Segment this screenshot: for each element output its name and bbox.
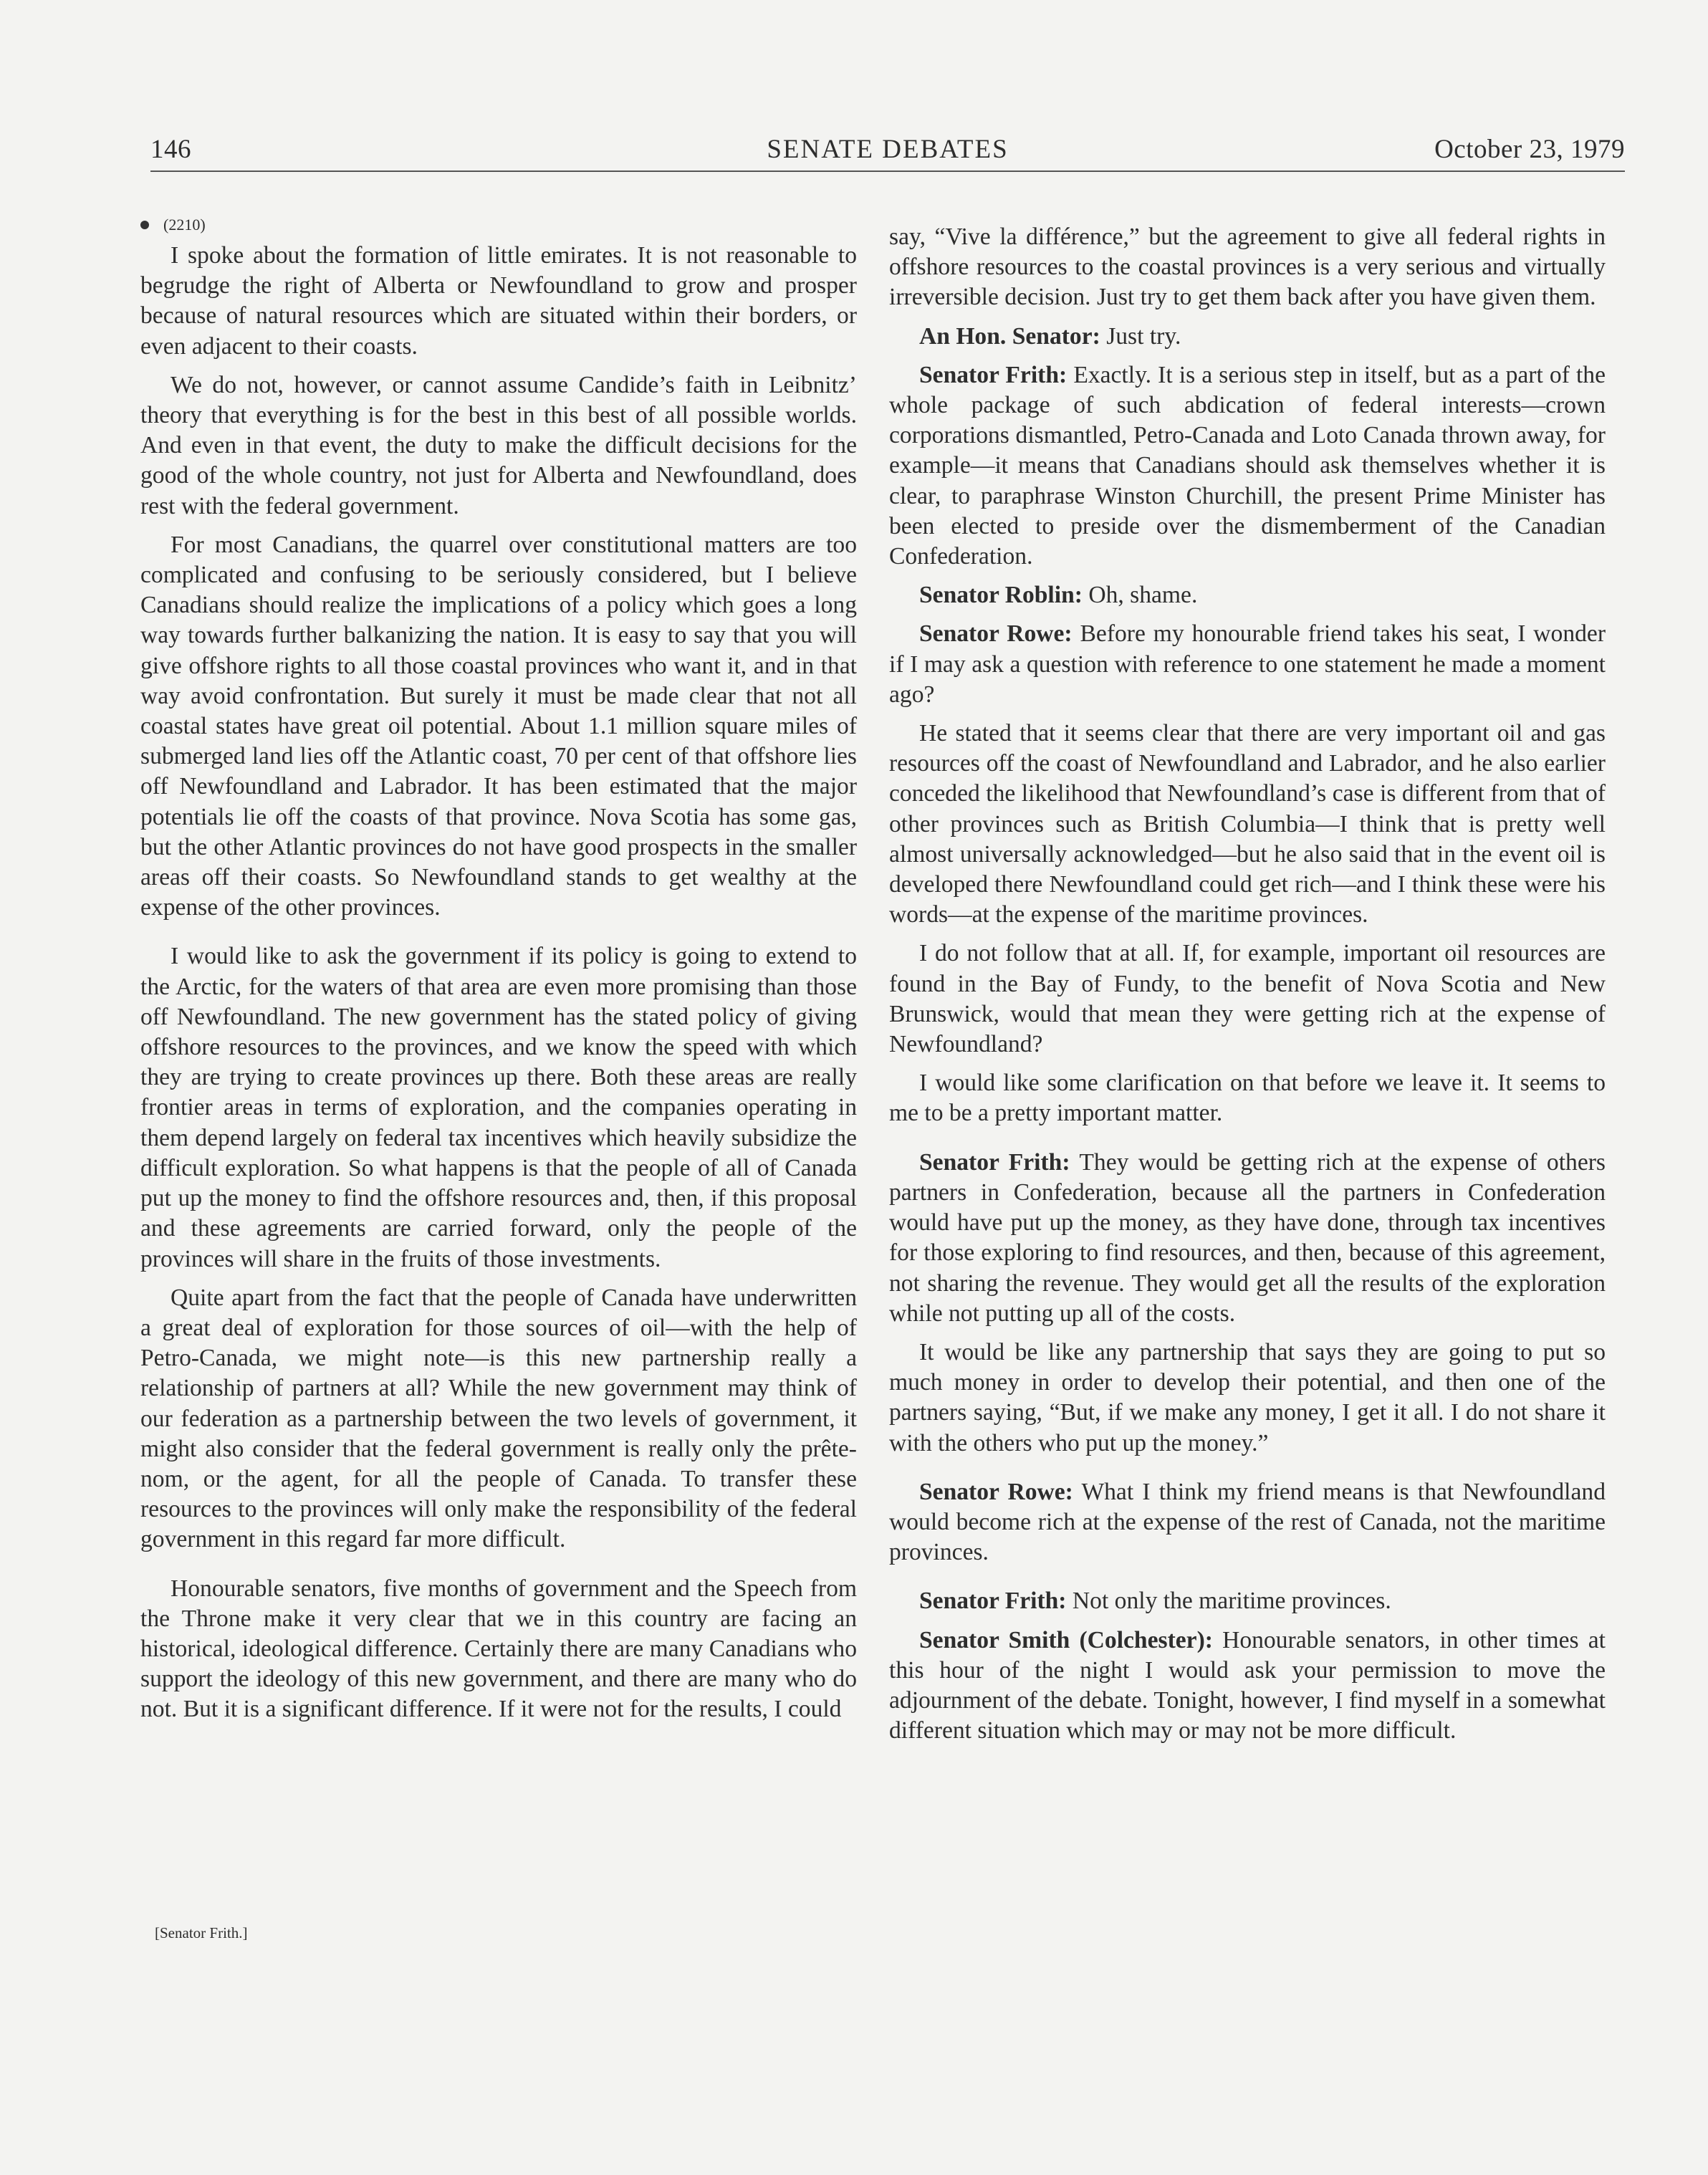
right-column	[889, 222, 1606, 1754]
paragraph	[889, 1068, 1606, 1128]
speech-text: He stated that it seems clear that there are very important oil and gas resources off the coast of Newfoundland and Labrador, and he also earlier conceded the likelihood that Newfoundland’s case is different from that of other provinces such as British Columbia—I think that is pretty well almost universally acknowledged—but he also said that in the event oil is developed there Newfoundland could get rich—and I think these were his words—at the expense of the maritime provinces.	[889, 720, 1606, 928]
paragraph: I spoke about the formation of little emirates. It is not reasonable to begrudge the right of Alberta or Newfoundland to grow and prosper because of natural resources which are situated within their borders, or even adjacent to their coasts.	[140, 242, 857, 360]
paragraph	[889, 719, 1606, 930]
paragraph	[889, 1586, 1606, 1616]
paragraph	[889, 1148, 1606, 1329]
speech-text: They would be getting rich at the expense of others partners in Confederation, because all the partners in Confederation would have put up the money, as they have done, through tax incentives for those exploring to find resources, and then, because of this agreement, not sharing the revenue. They would get all the results of the exploration while not putting up all of the costs.	[889, 1148, 1606, 1327]
publication-title: SENATE DEBATES	[767, 135, 1009, 164]
speaker-name: Senator Rowe:	[919, 1478, 1073, 1505]
speech-text: Before my honourable friend takes his seat, I wonder if I may ask a question with reference to one statement he made a moment ago?	[889, 620, 1606, 708]
issue-date: October 23, 1979	[1434, 135, 1625, 164]
speaker-name: Senator Roblin:	[919, 582, 1083, 609]
paragraph	[889, 360, 1606, 572]
paragraph: I would like to ask the government if its policy is going to extend to the Arctic, for the waters of that area are even more promising than those off Newfoundland. The new government has the stated policy of giving offshore resources to the provinces, and we know the speed with which they are trying to create provinces up there. Both these areas are really frontier areas in terms of exploration, and the companies operating in them depend largely on federal tax incentives which heavily subsidize the difficult exploration. So what happens is that the people of all of Canada put up the money to find the offshore resources and, then, if this proposal and these agreements are carried forward, only the people of the provinces will share in the fruits of those investments.	[140, 943, 857, 1272]
speaker-name: An Hon. Senator:	[919, 322, 1100, 350]
speaker-name: Senator Frith:	[919, 1148, 1070, 1176]
time-marker	[140, 209, 857, 241]
paragraph	[889, 1626, 1606, 1747]
paragraph	[889, 1338, 1606, 1459]
paragraph	[889, 222, 1606, 313]
paragraph	[889, 619, 1606, 710]
speaker-name: Senator Frith:	[919, 361, 1068, 388]
running-head	[150, 128, 1625, 172]
paragraph: Quite apart from the fact that the people of Canada have underwritten a great deal of exploration for those sources of oil—with the help of Petro-Canada, we might note—is this new partnership really a relationship of partners at all? While the new government may think of our federation as a partnership between the two levels of government, it might also consider that the federal government is really only the prête-nom, or the agent, for all the people of Canada. To transfer these resources to the provinces will only make the responsibility of the federal government in this regard far more difficult.	[140, 1284, 857, 1553]
speech-text: What I think my friend means is that Newfoundland would become rich at the expense of the rest of Canada, not the maritime provinces.	[889, 1478, 1606, 1566]
speech-text: say, “Vive la différence,” but the agreement to give all federal rights in offshore resources to the coastal provinces is a very serious and virtually irreversible decision. Just try to get them back after you have given them.	[889, 224, 1606, 311]
paragraph: We do not, however, or cannot assume Candide’s faith in Leibnitz’ theory that everything is for the best in this best of all possible worlds. And even in that event, the duty to make the difficult decisions for the good of the whole country, not just for Alberta and Newfoundland, does rest with the federal government.	[140, 371, 857, 519]
paragraph	[889, 1477, 1606, 1568]
time-stamp: (2210)	[163, 216, 206, 234]
footer-speaker-note: [Senator Frith.]	[155, 1924, 248, 1941]
speech-text: Just try.	[1106, 322, 1181, 350]
speech-text: Honourable senators, in other times at this hour of the night I would ask your permission to move the adjournment of the debate. Tonight, however, I find myself in a somewhat different situation which may or may not be more difficult.	[889, 1626, 1606, 1744]
paragraph: For most Canadians, the quarrel over constitutional matters are too complicated and confusing to be seriously considered, but I believe Canadians should realize the implications of a policy which goes a long way towards further balkanizing the nation. It is easy to say that you will give offshore rights to all those coastal provinces who want it, and in that way avoid confrontation. But surely it must be made clear that not all coastal states have great oil potential. About 1.1 million square miles of submerged land lies off the Atlantic coast, 70 per cent of that offshore lies off Newfoundland and Labrador. It has been estimated that the major potentials lie off the coasts of that province. Nova Scotia has some gas, but the other Atlantic provinces do not have good prospects in the smaller areas off their coasts. So Newfoundland stands to get wealthy at the expense of the other provinces.	[140, 531, 857, 921]
paragraph	[889, 938, 1606, 1060]
speaker-name: Senator Smith (Colchester):	[919, 1626, 1213, 1653]
left-column	[140, 209, 857, 1734]
speech-text: Oh, shame.	[1088, 582, 1198, 609]
paragraph	[889, 580, 1606, 610]
paragraph: Honourable senators, five months of government and the Speech from the Throne make it very clear that we in this country are facing an historical, ideological difference. Certainly there are many Canadians who support the ideology of this new government, and there are many who do not. But it is a significant difference. If it were not for the results, I could	[140, 1575, 857, 1723]
speech-text: I do not follow that at all. If, for example, important oil resources are found in the Bay of Fundy, to the benefit of Nova Scotia and New Brunswick, would that mean they were getting rich at the expense of Newfoundland?	[889, 940, 1606, 1058]
bullet-icon	[140, 221, 149, 229]
speech-text: I would like some clarification on that before we leave it. It seems to me to be a pretty important matter.	[889, 1070, 1606, 1127]
page-number: 146	[150, 135, 191, 164]
speech-text: Not only the maritime provinces.	[1072, 1588, 1391, 1615]
speech-text: It would be like any partnership that says they are going to put so much money in order to develop their potential, and then one of the partners saying, “But, if we make any money, I get it all. I do not share it with the others who put up the money.”	[889, 1338, 1606, 1456]
speech-text: Exactly. It is a serious step in itself, but as a part of the whole package of such abdication of federal interests—crown corporations dismantled, Petro-Canada and Loto Canada thrown away, for example—it means that Canadians should ask themselves whether it is clear, to paraphrase Winston Churchill, the present Prime Minister has been elected to preside over the dismemberment of the Canadian Confederation.	[889, 361, 1606, 570]
speaker-name: Senator Frith:	[919, 1588, 1067, 1615]
paragraph	[889, 322, 1606, 352]
speaker-name: Senator Rowe:	[919, 620, 1073, 648]
